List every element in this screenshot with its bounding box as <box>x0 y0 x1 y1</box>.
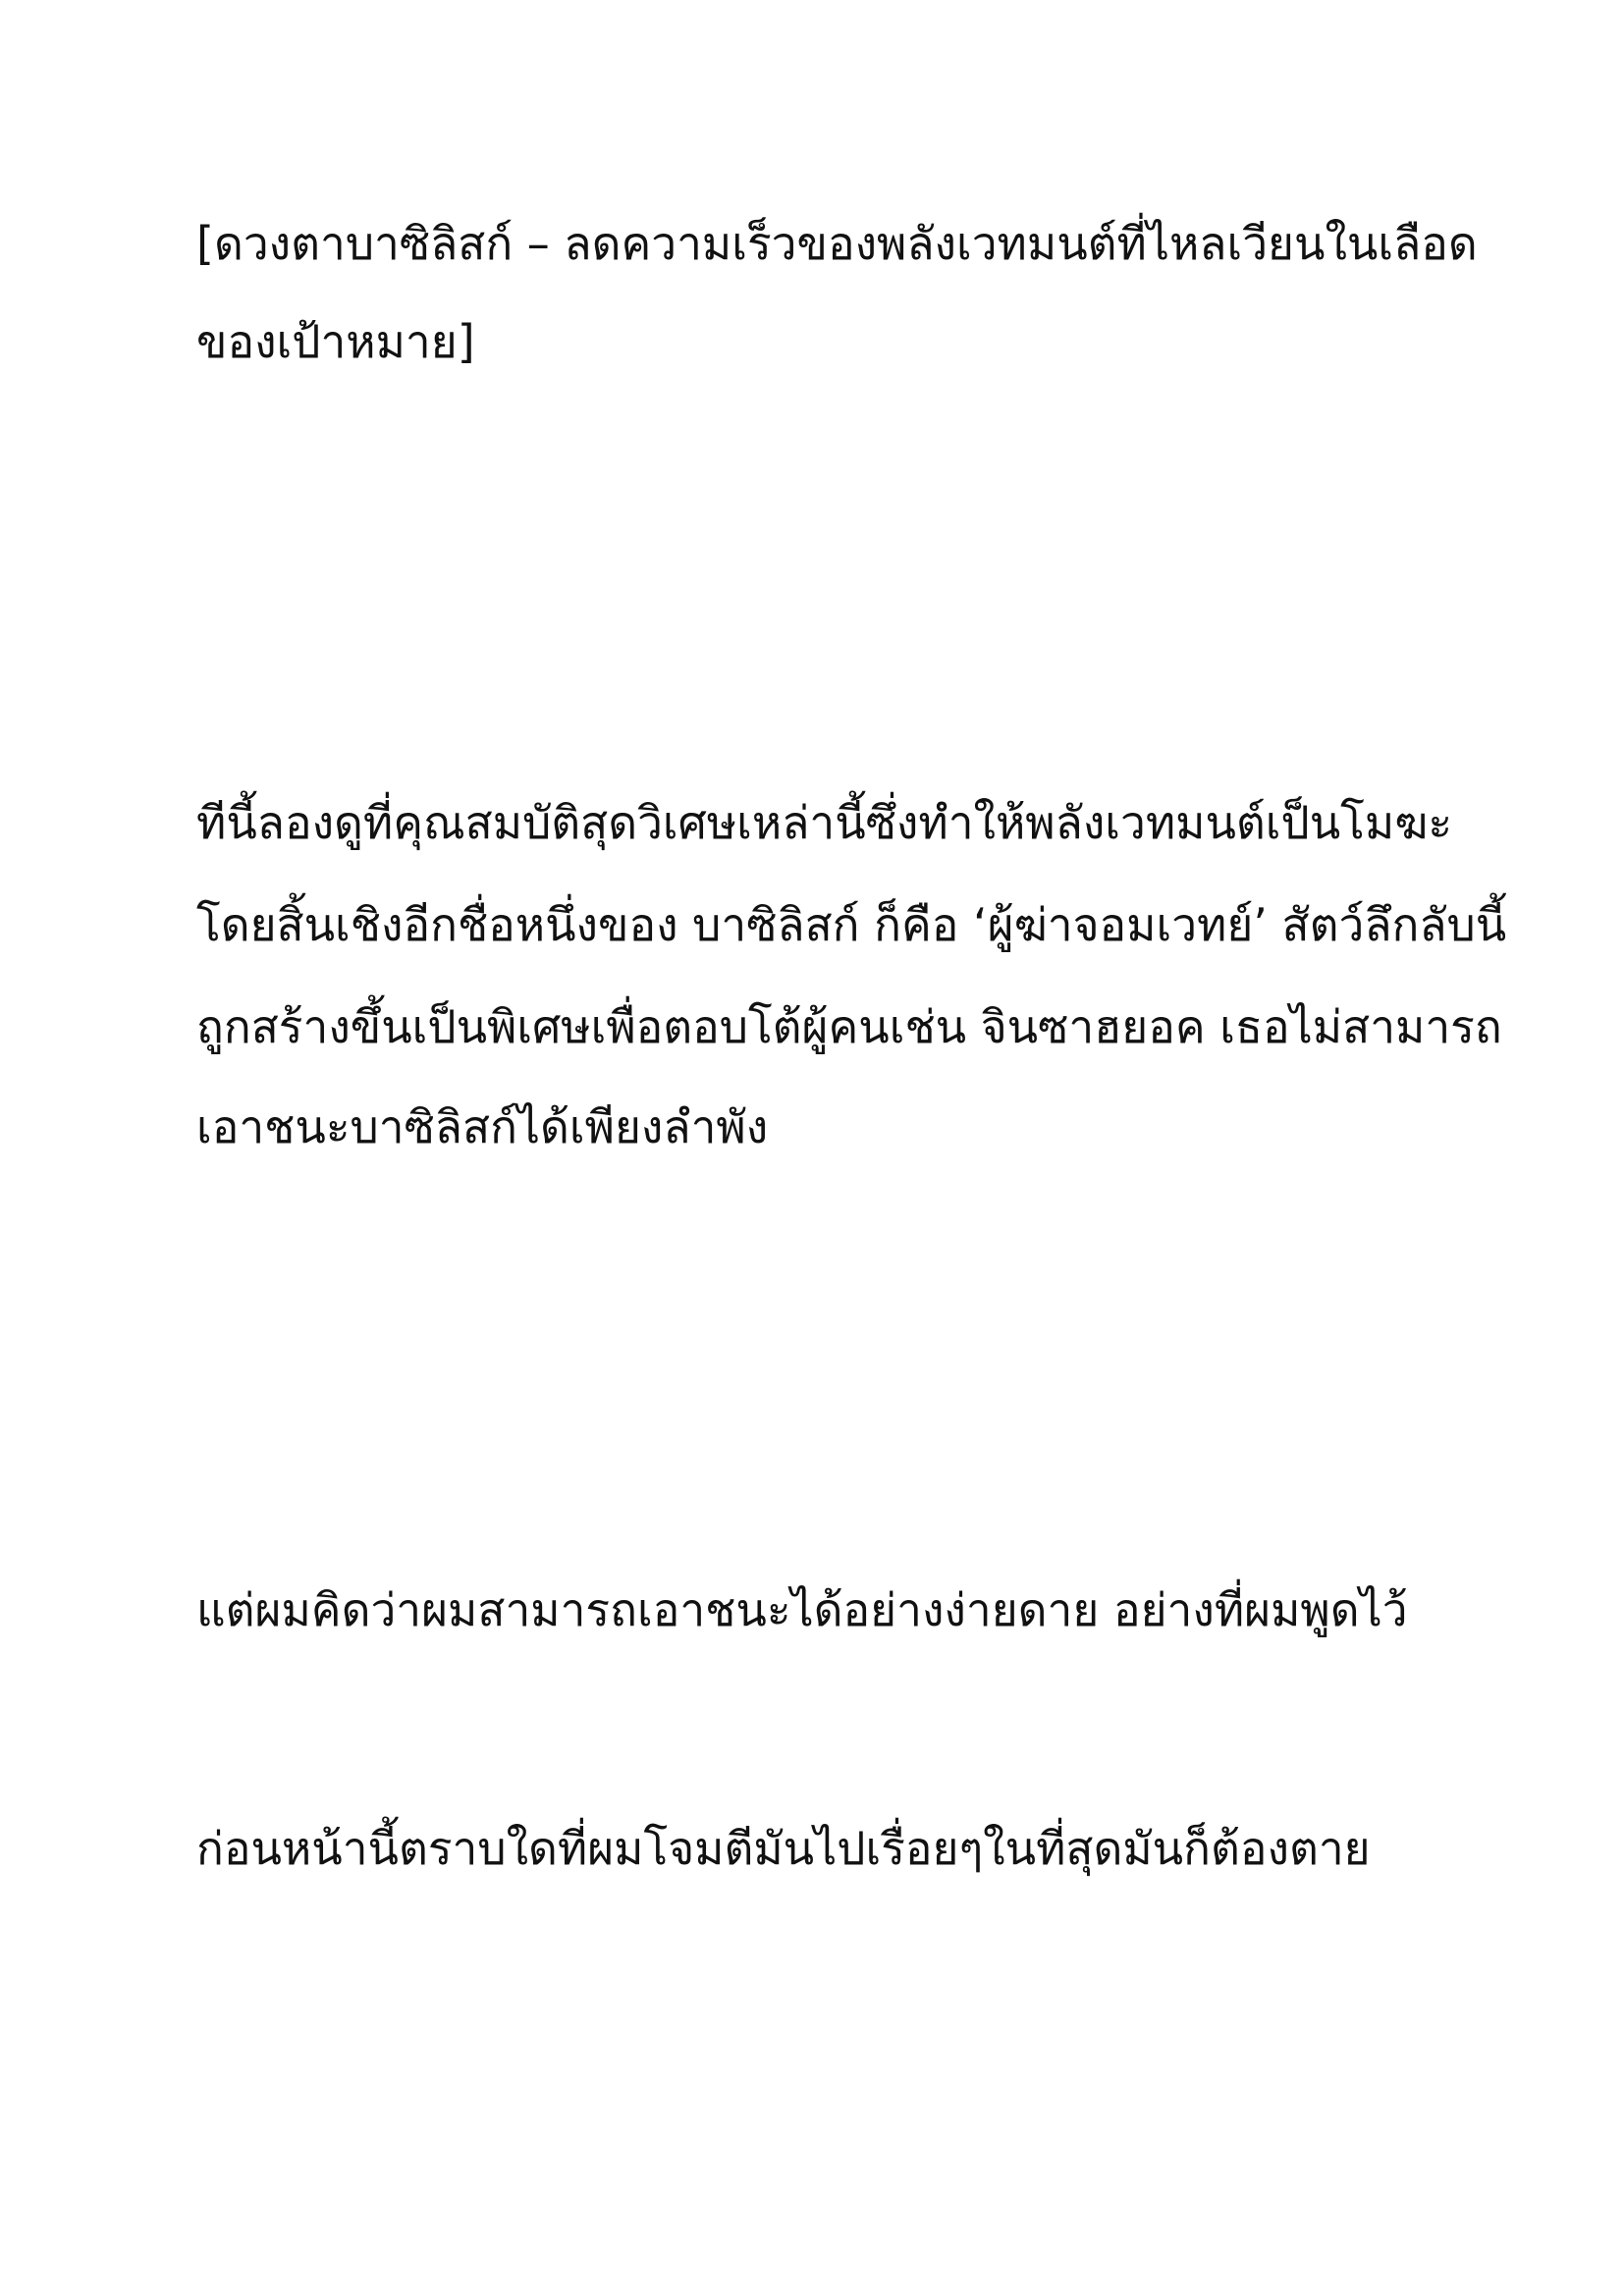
paragraph-2-line-2: โดยสิ้นเชิงอีกชื่อหนึ่งของ บาซิลิสก์ ก็คือ ‘ผู้ฆ่าจอมเวทย์’ สัตว์ลึกลับนี้ <box>196 898 1507 951</box>
paragraph-2-line-4: เอาชนะบาซิลิสก์ได้เพียงลำพัง <box>196 1100 769 1153</box>
paragraph-4-line-1: ก่อนหน้านี้ตราบใดที่ผมโจมตีมันไปเรื่อยๆในที่สุดมันก็ต้องตาย <box>196 1822 1371 1875</box>
paragraph-2-line-3: ถูกสร้างขึ้นเป็นพิเศษเพื่อตอบโต้ผู้คนเช่น จินซาฮยอค เธอไม่สามารถ <box>196 1000 1502 1053</box>
paragraph-3-line-1: แต่ผมคิดว่าผมสามารถเอาชนะได้อย่างง่ายดาย อย่างที่ผมพูดไว้ <box>196 1583 1408 1636</box>
paragraph-1-line-2: ของเป้าหมาย] <box>196 315 475 368</box>
paragraph-2-line-1: ทีนี้ลองดูที่คุณสมบัติสุดวิเศษเหล่านี้ซึ่งทำให้พลังเวทมนต์เป็นโมฆะ <box>196 796 1453 849</box>
paragraph-1-line-1: [ดวงตาบาซิลิสก์ – ลดความเร็วของพลังเวทมนต์ที่ไหลเวียนในเลือด <box>196 217 1478 270</box>
